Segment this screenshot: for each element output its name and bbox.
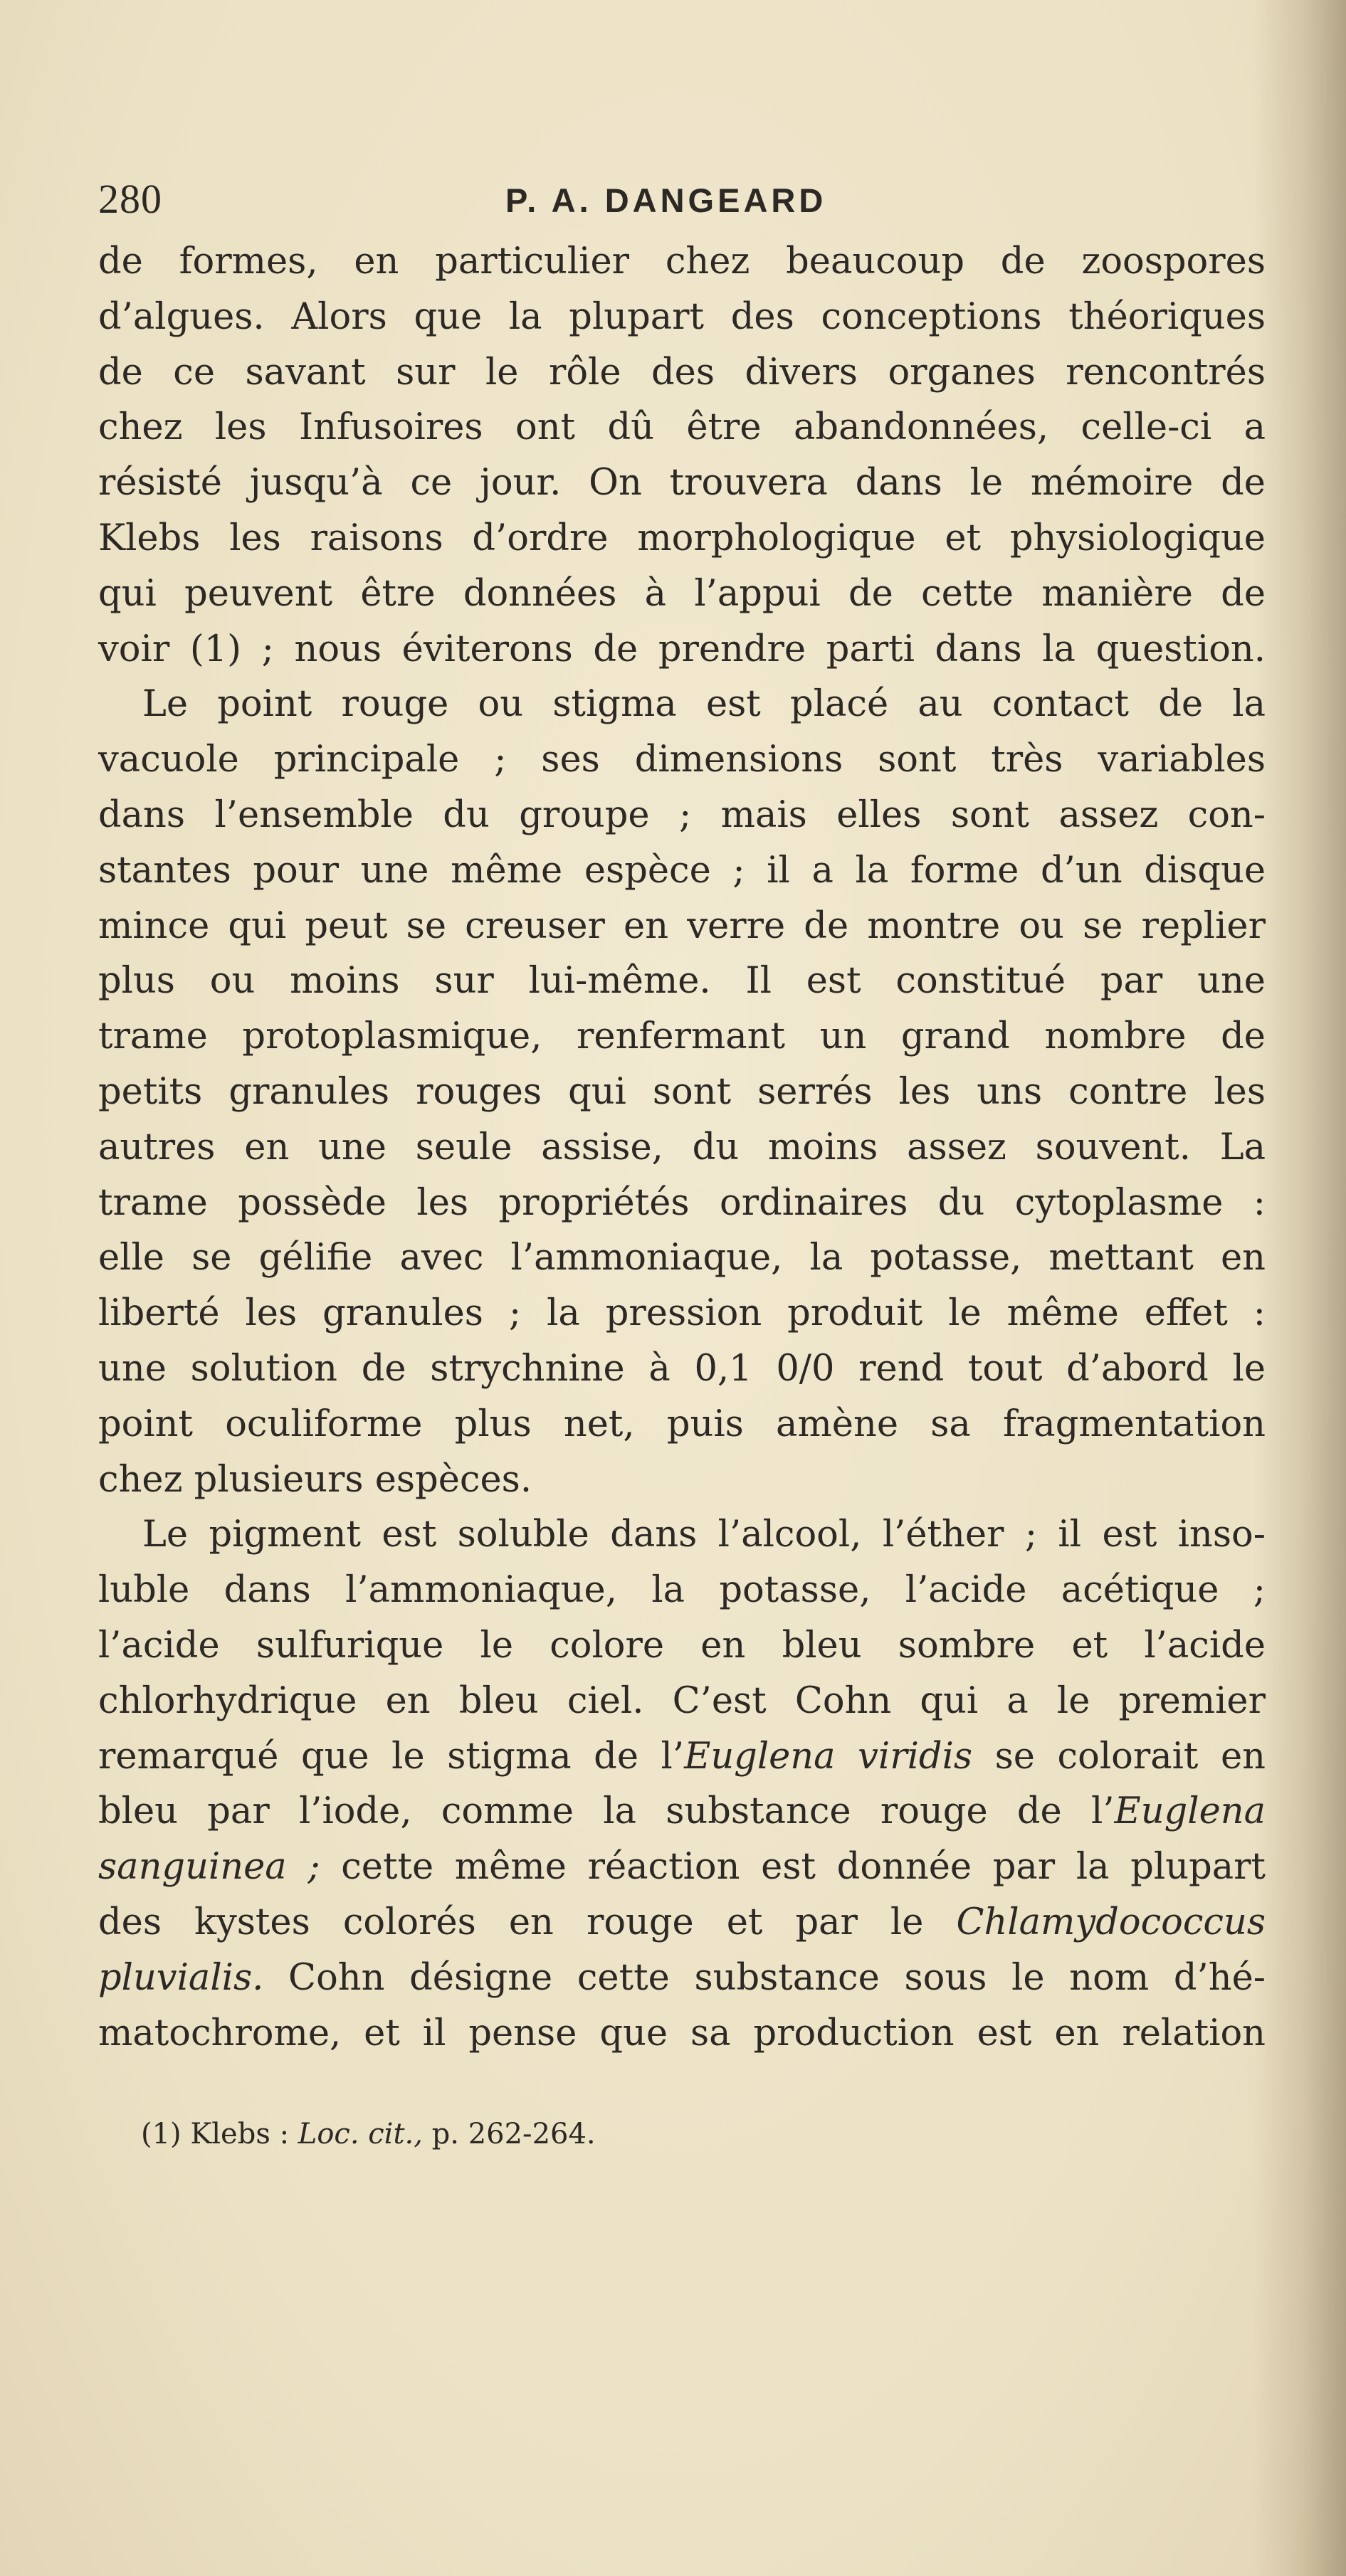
text-line: vacuole principale ; ses dimensions sont très variables <box>98 739 1266 781</box>
text-line: voir (1) ; nous éviterons de prendre parti dans la question. <box>98 628 1266 670</box>
footnote-marker: (1) Klebs : <box>141 2118 298 2150</box>
text-line: liberté les granules ; la pression produit le même effet : <box>98 1292 1266 1335</box>
footnote <box>141 2118 596 2150</box>
text-line: d’algues. Alors que la plupart des conceptions théoriques <box>98 295 1266 338</box>
text-line: matochrome, et il pense que sa production est en relation <box>98 2012 1266 2054</box>
text-line: de ce savant sur le rôle des divers organes rencontrés <box>98 351 1266 394</box>
text-run: des kystes colorés en rouge et par le <box>98 1901 957 1943</box>
text-line <box>98 1729 1266 1785</box>
text-line: Le pigment est soluble dans l’alcool, l’éther ; il est inso- <box>142 1514 1266 1556</box>
text-line: de formes, en particulier chez beaucoup de zoospores <box>98 241 1266 283</box>
italic-taxon: pluvialis. <box>98 1956 264 1999</box>
text-run: se colorait en <box>972 1735 1266 1778</box>
text-line: une solution de strychnine à 0,1 0/0 rend tout d’abord le <box>98 1347 1266 1390</box>
italic-taxon: Chlamydococcus <box>956 1901 1266 1943</box>
text-line: autres en une seule assise, du moins assez souvent. La <box>98 1126 1266 1168</box>
text-line: Le point rouge ou stigma est placé au contact de la <box>142 683 1266 726</box>
text-line <box>98 1895 1266 1951</box>
text-line: trame protoplasmique, renfermant un grand nombre de <box>98 1015 1266 1058</box>
text-line: dans l’ensemble du groupe ; mais elles sont assez con- <box>98 793 1266 836</box>
text-line: mince qui peut se creuser en verre de montre ou se replier <box>98 904 1266 947</box>
italic-taxon: Euglena <box>1114 1790 1266 1833</box>
text-run: cette même réaction est donnée par la plupart <box>320 1846 1266 1889</box>
text-run: remarqué que le stigma de l’ <box>98 1735 685 1778</box>
text-line: point oculiforme plus net, puis amène sa fragmentation <box>98 1403 1266 1445</box>
text-line: chez plusieurs espèces. <box>98 1458 532 1501</box>
text-line: stantes pour une même espèce ; il a la forme d’un disque <box>98 849 1266 892</box>
text-line: chlorhydrique en bleu ciel. C’est Cohn qui a le premier <box>98 1679 1266 1722</box>
text-line: Klebs les raisons d’ordre morphologique et physiologique <box>98 517 1266 559</box>
footnote-source: Loc. cit., <box>298 2118 423 2150</box>
running-head: P. A. DANGEARD <box>505 181 827 219</box>
text-line: plus ou moins sur lui-même. Il est constitué par une <box>98 960 1266 1003</box>
italic-taxon: sanguinea ; <box>98 1846 320 1889</box>
text-run: bleu par l’iode, comme la substance rouge de l’ <box>98 1790 1115 1833</box>
text-line <box>98 1839 1266 1895</box>
footnote-pages: p. 262-264. <box>422 2118 596 2150</box>
text-line: qui peuvent être données à l’appui de cette manière de <box>98 572 1266 615</box>
text-line <box>98 1784 1266 1839</box>
text-line: luble dans l’ammoniaque, la potasse, l’acide acétique ; <box>98 1569 1266 1612</box>
text-line: l’acide sulfurique le colore en bleu sombre et l’acide <box>98 1624 1266 1667</box>
text-line: chez les Infusoires ont dû être abandonnées, celle-ci a <box>98 406 1266 449</box>
page-header <box>98 168 1266 225</box>
text-line: trame possède les propriétés ordinaires du cytoplasme : <box>98 1181 1266 1224</box>
text-run: Cohn désigne cette substance sous le nom d’hé- <box>263 1956 1266 1999</box>
text-line: résisté jusqu’à ce jour. On trouvera dans le mémoire de <box>98 462 1266 505</box>
text-line <box>98 1951 1266 2006</box>
text-line: petits granules rouges qui sont serrés les uns contre les <box>98 1070 1266 1113</box>
page-number: 280 <box>98 176 162 222</box>
text-line: elle se gélifie avec l’ammoniaque, la potasse, mettant en <box>98 1237 1266 1279</box>
italic-taxon: Euglena viridis <box>684 1735 973 1778</box>
body-text <box>98 234 1266 2061</box>
